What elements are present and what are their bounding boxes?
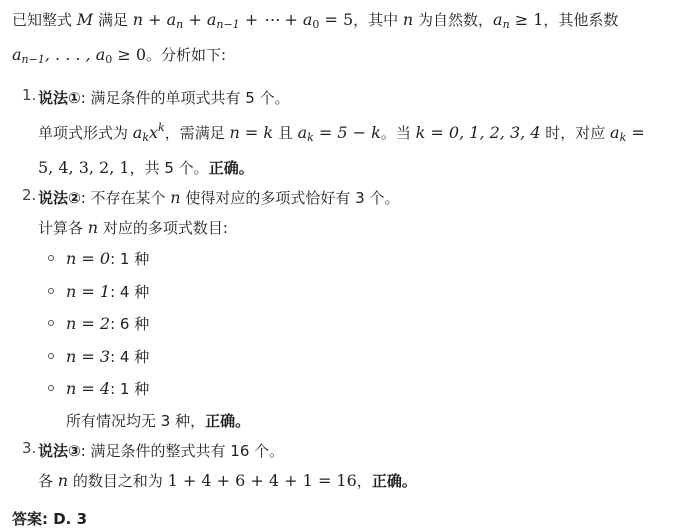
bullet-icon <box>48 385 54 391</box>
list-item <box>22 83 692 183</box>
item-desc: : 满足条件的整式共有 16 个。 <box>80 441 285 460</box>
analysis-list <box>12 83 692 496</box>
intro-text: 满足 <box>93 11 133 29</box>
intro-text: 。分析如下: <box>146 46 227 64</box>
bullet-icon <box>48 320 54 326</box>
var-n: n <box>402 10 414 29</box>
case-item: n = 4: 1 种 <box>48 373 692 406</box>
item-title: 说法① <box>38 89 81 107</box>
item-title: 说法② <box>38 189 81 207</box>
intro-text: 已知整式 <box>12 11 77 29</box>
intro-text: ，其中 <box>353 11 403 29</box>
var-M: M <box>76 10 94 29</box>
item-number: 3. <box>22 438 37 457</box>
condition-equation: $n + a_n + a_{n-1}$ + ⋯ + $a_0 = 5$ <box>132 10 354 31</box>
intro-text: ，其他系数 <box>543 11 619 29</box>
intro-text: 为自然数， <box>413 11 494 29</box>
item-detail: 计算各 n 对应的多项式数目: <box>38 218 228 237</box>
item-number: 2. <box>22 186 37 204</box>
case-item: n = 1: 4 种 <box>48 276 692 309</box>
item-title: 说法③ <box>38 441 81 460</box>
item-detail: 单项式形式为 $a_kx^k$，需满足 n = k 且 $a_k = 5 - k$。当 k = 0, 1, 2, 3, 4 时，对应 $a_k$ = <box>38 121 645 144</box>
answer-line: 答案: D. 3 <box>12 509 88 528</box>
intro-paragraph <box>12 5 692 75</box>
list-item: 2. 说法②: 不存在某个 n 使得对应的多项式恰好有 3 个。 计算各 n 对应的多项式数目: n = 0: 1 种 n = 1: 4 种 n = 2: 6 种 n = 3: 4 种 n = 4: 1 种 所有情况均无 3 种，正确。 <box>38 183 692 436</box>
item-desc: : 满足条件的单项式共有 5 个。 <box>80 89 290 107</box>
case-list <box>38 243 692 406</box>
correct-label: 正确。 <box>205 411 251 430</box>
item-detail: 5, 4, 3, 2, 1，共 5 个。正确。 <box>38 158 254 177</box>
correct-label: 正确。 <box>208 159 254 177</box>
bullet-icon <box>48 353 54 359</box>
case-item: n = 0: 1 种 <box>48 243 692 276</box>
item-detail: 各 n 的数目之和为 1 + 4 + 6 + 4 + 1 = 16，正确。 <box>38 470 417 490</box>
coef-condition: $a_{n-1}$, . . . , $a_0 \ge 0$ <box>12 45 147 66</box>
case-item: n = 2: 6 种 <box>48 308 692 341</box>
bullet-icon <box>48 255 54 261</box>
correct-label: 正确。 <box>371 471 417 490</box>
list-item <box>22 436 692 496</box>
bullet-icon <box>48 288 54 294</box>
case-item: n = 3: 4 种 <box>48 341 692 374</box>
an-condition: $a_n \ge 1$ <box>493 10 544 31</box>
item-summary: 所有情况均无 3 种，正确。 <box>66 411 251 430</box>
item-number: 1. <box>22 86 37 104</box>
